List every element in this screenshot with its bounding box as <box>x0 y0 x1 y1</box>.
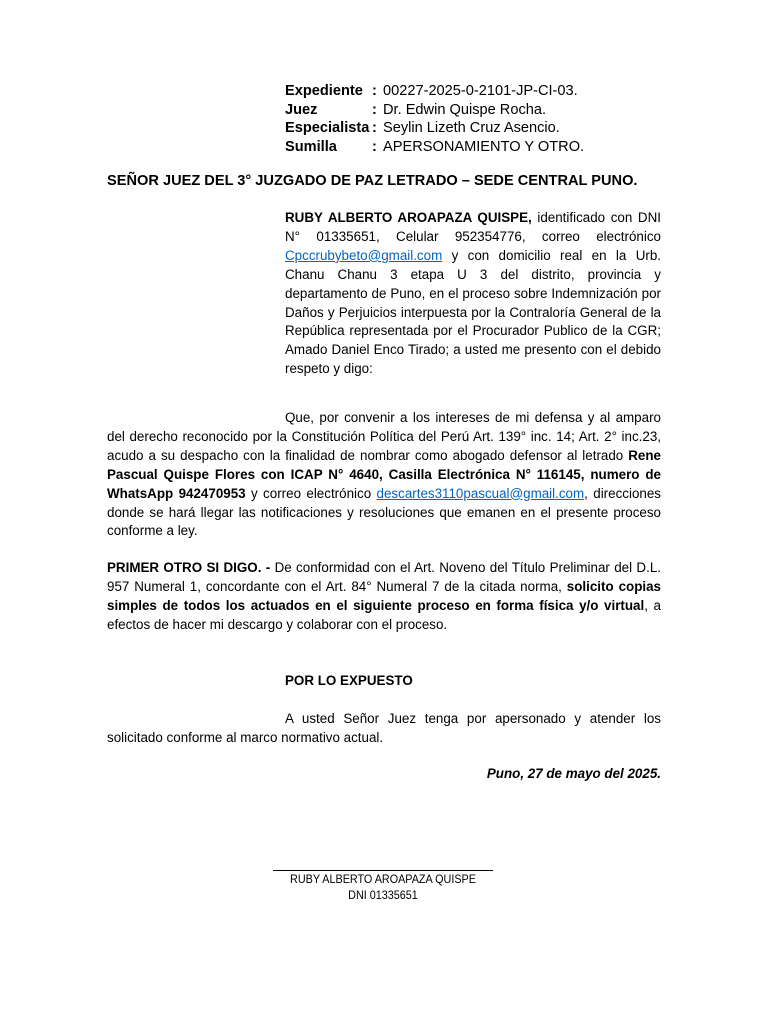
addressee-heading: SEÑOR JUEZ DEL 3° JUZGADO DE PAZ LETRADO – SEDE CENTRAL PUNO. <box>107 173 638 189</box>
otrosi-text-1: De conformidad con el Art. Noveno del Título Preliminar del D.L. 957 Numeral 1, concordante con el Art. 84° Numeral 7 de la citada norma, <box>107 560 661 594</box>
separator: : <box>372 138 377 155</box>
intro-paragraph <box>285 209 661 379</box>
sumilla-value: APERSONAMIENTO Y OTRO. <box>383 138 585 155</box>
especialista-label: Especialista <box>285 120 370 136</box>
por-lo-expuesto-heading: POR LO EXPUESTO <box>285 673 413 688</box>
juez-value: Dr. Edwin Quispe Rocha. <box>383 101 547 118</box>
otrosi-text-2: , a efectos de hacer mi descargo y colaborar con el proceso. <box>107 597 661 632</box>
signature-block <box>284 872 482 903</box>
lawyer-details: Rene Pascual Quispe Flores con ICAP N° 4640, Casilla Electrónica N° 116145, numero de WhatsApp 942470953 <box>107 447 661 501</box>
lawyer-email-link[interactable]: descartes3110pascual@gmail.com <box>376 485 585 501</box>
body-text-3: , direcciones donde se hará llegar las notificaciones y resoluciones que emanen en el presente proceso conforme a ley. <box>107 485 661 539</box>
signature-line <box>273 870 493 871</box>
closing-request: A usted Señor Juez tenga por apersonado y atender los solicitado conforme al marco normativo actual. <box>107 711 661 745</box>
expediente-label: Expediente <box>285 83 363 99</box>
petitioner-email-link[interactable]: Cpccrubybeto@gmail.com <box>285 247 443 263</box>
separator: : <box>372 83 377 99</box>
intro-text-1: identificado con DNI N° 01335651, Celular 952354776, correo electrónico <box>285 210 661 244</box>
especialista-value: Seylin Lizeth Cruz Asencio. <box>383 120 560 136</box>
separator: : <box>372 101 377 118</box>
date-line: Puno, 27 de mayo del 2025. <box>486 766 661 781</box>
otrosi-paragraph <box>107 559 661 635</box>
appointment-paragraph <box>107 409 661 541</box>
body-text-1: Que, por convenir a los intereses de mi defensa y al amparo del derecho reconocido por la Constitución Política del Perú Art. 139° inc. 14; Art. 2° inc.23, acudo a su despacho con la finalidad de nombrar como abogado defensor al letrado <box>107 410 661 463</box>
expediente-row <box>285 82 584 101</box>
juez-row <box>285 101 584 120</box>
sumilla-label: Sumilla <box>285 138 337 155</box>
signatory-dni: DNI 01335651 <box>348 887 418 902</box>
juez-label: Juez <box>285 101 318 118</box>
case-header <box>285 82 584 156</box>
signatory-name: RUBY ALBERTO AROAPAZA QUISPE <box>290 872 476 886</box>
sumilla-row <box>285 138 584 157</box>
intro-text-2: y con domicilio real en la Urb. Chanu Chanu 3 etapa U 3 del distrito, provincia y departamento de Puno, en el proceso sobre Indemnización por Daños y Perjuicios interpuesta por la Contraloría General de la República representada por el Procurador Publico de la CGR; Amado Daniel Enco Tirado; a usted me presento con el debido respeto y digo: <box>285 247 661 377</box>
petitioner-name: RUBY ALBERTO AROAPAZA QUISPE, <box>285 210 532 225</box>
otrosi-label: PRIMER OTRO SI DIGO. - <box>107 560 271 575</box>
especialista-row <box>285 119 584 138</box>
expediente-value: 00227-2025-0-2101-JP-CI-03. <box>383 83 578 99</box>
separator: : <box>372 120 377 136</box>
otrosi-request: solicito copias simples de todos los actuados en el siguiente proceso en forma física y/o virtual <box>107 578 661 613</box>
body-text-2: y correo electrónico <box>245 485 377 501</box>
